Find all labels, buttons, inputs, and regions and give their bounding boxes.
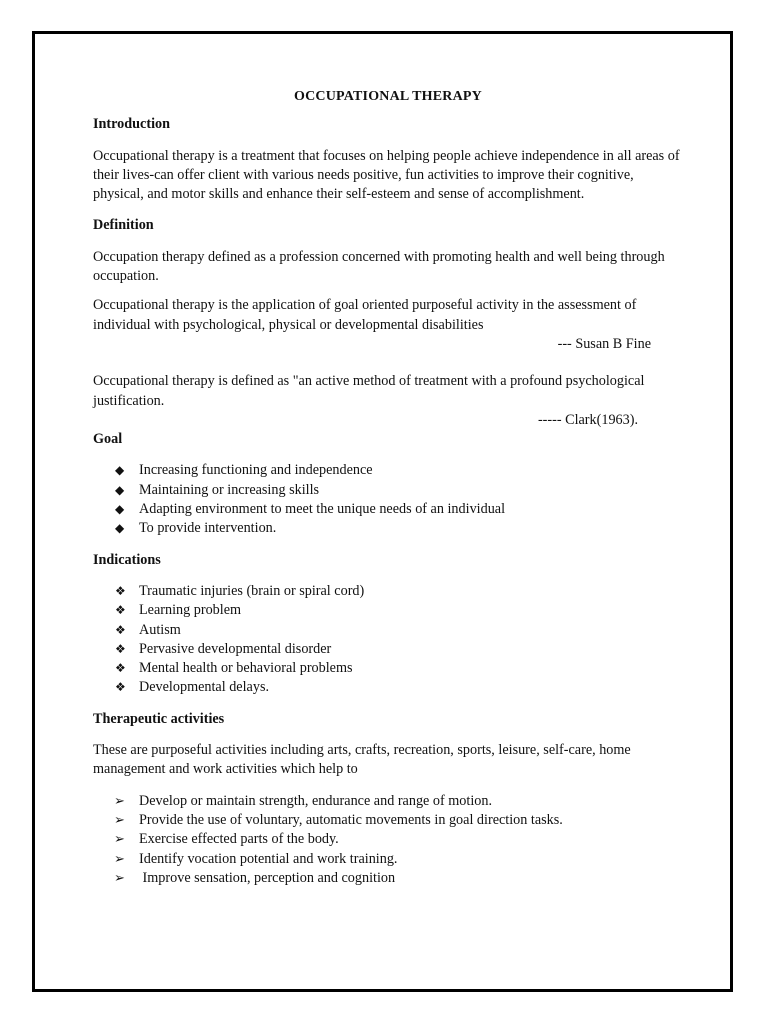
list-item: ➢ Improve sensation, perception and cognition	[93, 869, 683, 888]
introduction-text: Occupational therapy is a treatment that focuses on helping people achieve independence in all areas of their lives-can offer client with various needs positive, fun activities to improve their cognitive, physical, and motor skills and enhance their self-esteem and sense of accomplishment.	[93, 147, 680, 203]
document-content	[93, 87, 683, 888]
goal-list	[93, 461, 683, 538]
list-item: ❖ Pervasive developmental disorder	[93, 640, 683, 659]
four-diamond-bullet-icon: ❖	[115, 641, 126, 656]
list-item: ❖ Developmental delays.	[93, 678, 683, 697]
list-item: ◆ Increasing functioning and independence	[93, 461, 683, 480]
diamond-bullet-icon: ◆	[115, 521, 125, 536]
diamond-bullet-icon: ◆	[115, 482, 125, 497]
list-item: ◆ Adapting environment to meet the unique needs of an individual	[93, 500, 683, 519]
list-item: ➢ Identify vocation potential and work training.	[93, 850, 683, 869]
list-item: ➢ Develop or maintain strength, endurance and range of motion.	[93, 792, 683, 811]
diamond-bullet-icon: ◆	[115, 463, 125, 478]
therapeutic-activities-heading: Therapeutic activities	[93, 710, 225, 727]
definition-heading: Definition	[93, 217, 154, 234]
arrow-bullet-icon: ➢	[114, 793, 125, 809]
four-diamond-bullet-icon: ❖	[115, 661, 126, 676]
indications-heading: Indications	[93, 551, 161, 568]
list-item: ➢ Provide the use of voluntary, automatic movements in goal direction tasks.	[93, 811, 683, 830]
diamond-bullet-icon: ◆	[115, 502, 125, 517]
introduction-heading: Introduction	[93, 116, 170, 133]
four-diamond-bullet-icon: ❖	[115, 622, 126, 637]
definition-attribution-clark: ----- Clark(1963).	[537, 411, 638, 428]
list-item: ❖ Autism	[93, 621, 683, 640]
document-title: OCCUPATIONAL THERAPY	[294, 89, 482, 104]
four-diamond-bullet-icon: ❖	[115, 583, 126, 598]
list-item: ◆ Maintaining or increasing skills	[93, 481, 683, 500]
list-item: ◆ To provide intervention.	[93, 519, 683, 538]
goal-heading: Goal	[93, 431, 123, 448]
four-diamond-bullet-icon: ❖	[115, 603, 126, 618]
definition-attribution-fine: --- Susan B Fine	[557, 335, 651, 352]
definition-paragraph-1: Occupation therapy defined as a profession concerned with promoting health and well being through occupation.	[93, 248, 665, 285]
four-diamond-bullet-icon: ❖	[115, 680, 126, 695]
arrow-bullet-icon: ➢	[114, 851, 125, 867]
definition-paragraph-2: Occupational therapy is the application of goal oriented purposeful activity in the assessment of individual with psychological, physical or developmental disabilities	[93, 297, 637, 333]
list-item: ➢ Exercise effected parts of the body.	[93, 830, 683, 849]
indications-list	[93, 582, 683, 698]
list-item: ❖ Traumatic injuries (brain or spiral cord)	[93, 582, 683, 601]
arrow-bullet-icon: ➢	[114, 832, 125, 848]
arrow-bullet-icon: ➢	[114, 870, 125, 886]
definition-paragraph-3: Occupational therapy is defined as "an active method of treatment with a profound psychological justification.	[93, 373, 645, 409]
arrow-bullet-icon: ➢	[114, 812, 125, 828]
therapeutic-activities-list	[93, 792, 683, 888]
therapeutic-activities-text: These are purposeful activities including arts, crafts, recreation, sports, leisure, self-care, home management and work activities which help to	[93, 742, 631, 778]
list-item: ❖ Learning problem	[93, 601, 683, 620]
list-item: ❖ Mental health or behavioral problems	[93, 659, 683, 678]
